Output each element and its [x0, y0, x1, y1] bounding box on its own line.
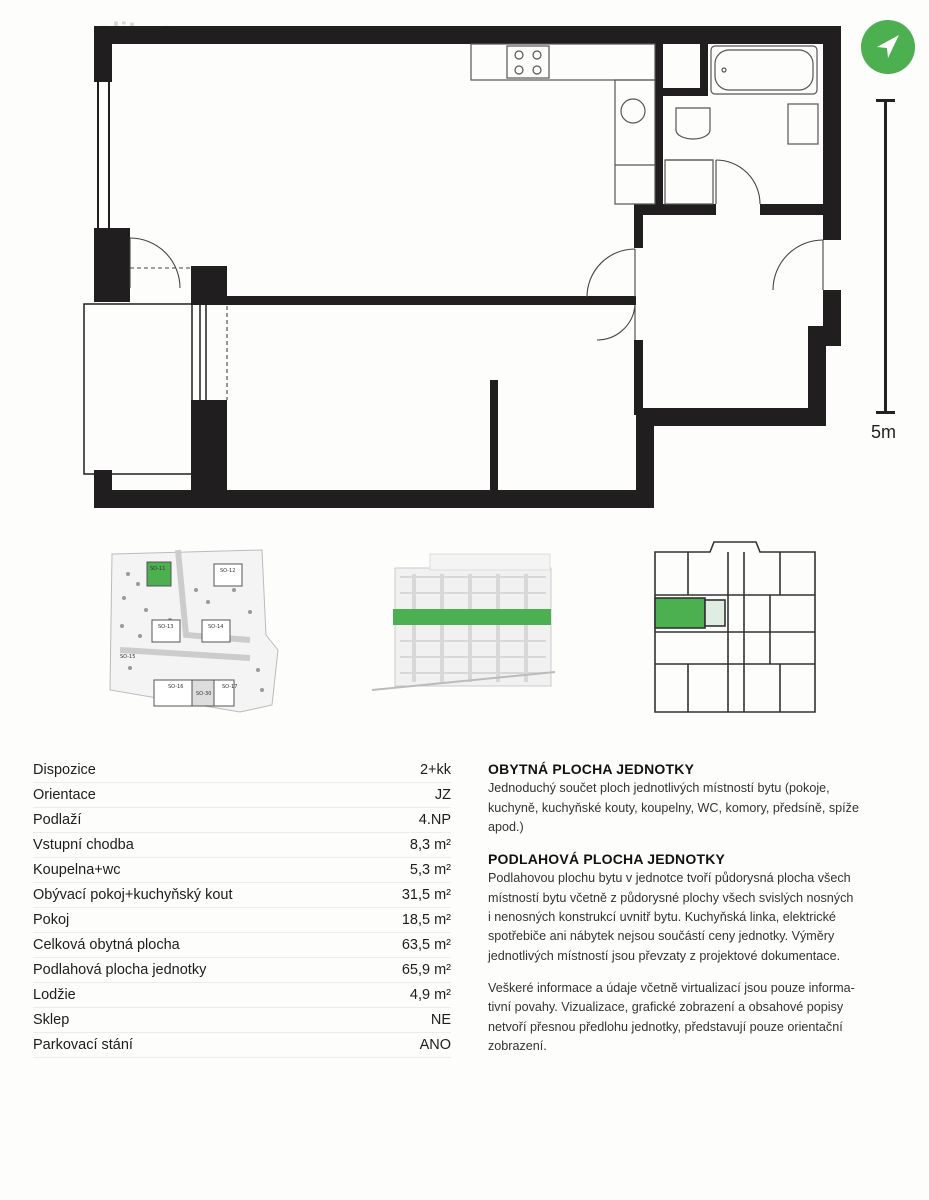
compass-badge [861, 20, 915, 74]
site-label-so16: SO-16 [168, 684, 184, 690]
scale-bar [884, 100, 887, 413]
floor-level-thumbnail [655, 542, 815, 712]
floor-area-heading: PODLAHOVÁ PLOCHA JEDNOTKY [488, 851, 726, 868]
floor-area-line-2: místností bytu včetně z půdorysné plochy všech svislých nosných [488, 890, 854, 905]
spec-row [33, 833, 451, 858]
floor-area-line-1: Podlahovou plochu bytu v jednotce tvoří půdorysná plocha všech [488, 871, 851, 886]
site-label-so12: SO-12 [220, 568, 236, 574]
floor-plan [0, 0, 929, 520]
spec-label: Koupelna+wc [33, 858, 368, 883]
floor-area-line-3: i nenosných konstrukcí uvnitř bytu. Kuchyňská linka, elektrické [488, 910, 836, 925]
spec-value: NE [368, 1008, 451, 1033]
spec-value: 5,3 m² [368, 858, 451, 883]
site-label-so15: SO-15 [120, 654, 136, 660]
location-thumbnails [0, 540, 929, 720]
spec-label: Sklep [33, 1008, 368, 1033]
spec-row [33, 883, 451, 908]
spec-row [33, 958, 451, 983]
living-area-line-2: kuchyně, kuchyňské kouty, koupelny, WC, komory, předsíně, spíže [488, 800, 859, 815]
site-label-so30: SO-30 [196, 691, 212, 697]
spec-label: Pokoj [33, 908, 368, 933]
site-label-so13: SO-13 [158, 624, 174, 630]
spec-value: JZ [368, 783, 451, 808]
scale-label: 5m [871, 422, 897, 442]
spec-row [33, 1033, 451, 1058]
scale-bar-bottom [876, 411, 895, 414]
spec-value: 2+kk [368, 758, 451, 783]
floor-area-line-5: jednotlivých místností jsou převzaty z projektové dokumentace. [488, 948, 841, 963]
spec-label: Dispozice [33, 758, 368, 783]
spec-label: Celková obytná plocha [33, 933, 368, 958]
specs-table [33, 758, 451, 1058]
spec-label: Obývací pokoj+kuchyňský kout [33, 883, 368, 908]
site-label-so17: SO-17 [222, 684, 238, 690]
spec-value: 65,9 m² [368, 958, 451, 983]
spec-label: Parkovací stání [33, 1033, 368, 1058]
navigation-arrow-icon [861, 20, 915, 74]
spec-label: Lodžie [33, 983, 368, 1008]
disclaimer-line-1: Veškeré informace a údaje včetně virtualizací jsou pouze informa- [488, 980, 855, 995]
spec-label: Podlaží [33, 808, 368, 833]
living-area-line-3: apod.) [488, 819, 524, 834]
floor-area-line-4: spotřebiče ani nábytek nejsou součástí ceny jednotky. Výměry [488, 929, 835, 944]
disclaimer-line-4: zobrazení. [488, 1038, 547, 1053]
spec-label: Orientace [33, 783, 368, 808]
spec-row [33, 1008, 451, 1033]
spec-value: 8,3 m² [368, 833, 451, 858]
spec-value: 18,5 m² [368, 908, 451, 933]
spec-row [33, 808, 451, 833]
disclaimer-line-2: tivní povahy. Vizualizace, grafické zobrazení a obsahové popisy [488, 1000, 844, 1015]
notes-panel [488, 760, 896, 1056]
site-label-so11: SO-11 [150, 566, 166, 572]
spec-value: 4,9 m² [368, 983, 451, 1008]
spec-row [33, 908, 451, 933]
disclaimer-line-3: netvoří přesnou předlohu jednotky, představují pouze orientační [488, 1019, 843, 1034]
spec-value: 31,5 m² [368, 883, 451, 908]
spec-label: Podlahová plocha jednotky [33, 958, 368, 983]
site-plan-thumbnail [110, 550, 278, 712]
spec-value: 4.NP [368, 808, 451, 833]
living-area-heading: OBYTNÁ PLOCHA JEDNOTKY [488, 761, 695, 777]
spec-row [33, 933, 451, 958]
site-label-so14: SO-14 [208, 624, 224, 630]
spec-row [33, 783, 451, 808]
spec-label: Vstupní chodba [33, 833, 368, 858]
spec-value: 63,5 m² [368, 933, 451, 958]
spec-value: ANO [368, 1033, 451, 1058]
spec-row [33, 983, 451, 1008]
spec-row [33, 758, 451, 783]
spec-row [33, 858, 451, 883]
facade-thumbnail [372, 554, 555, 690]
living-area-line-1: Jednoduchý součet ploch jednotlivých místností bytu (pokoje, [488, 781, 830, 796]
